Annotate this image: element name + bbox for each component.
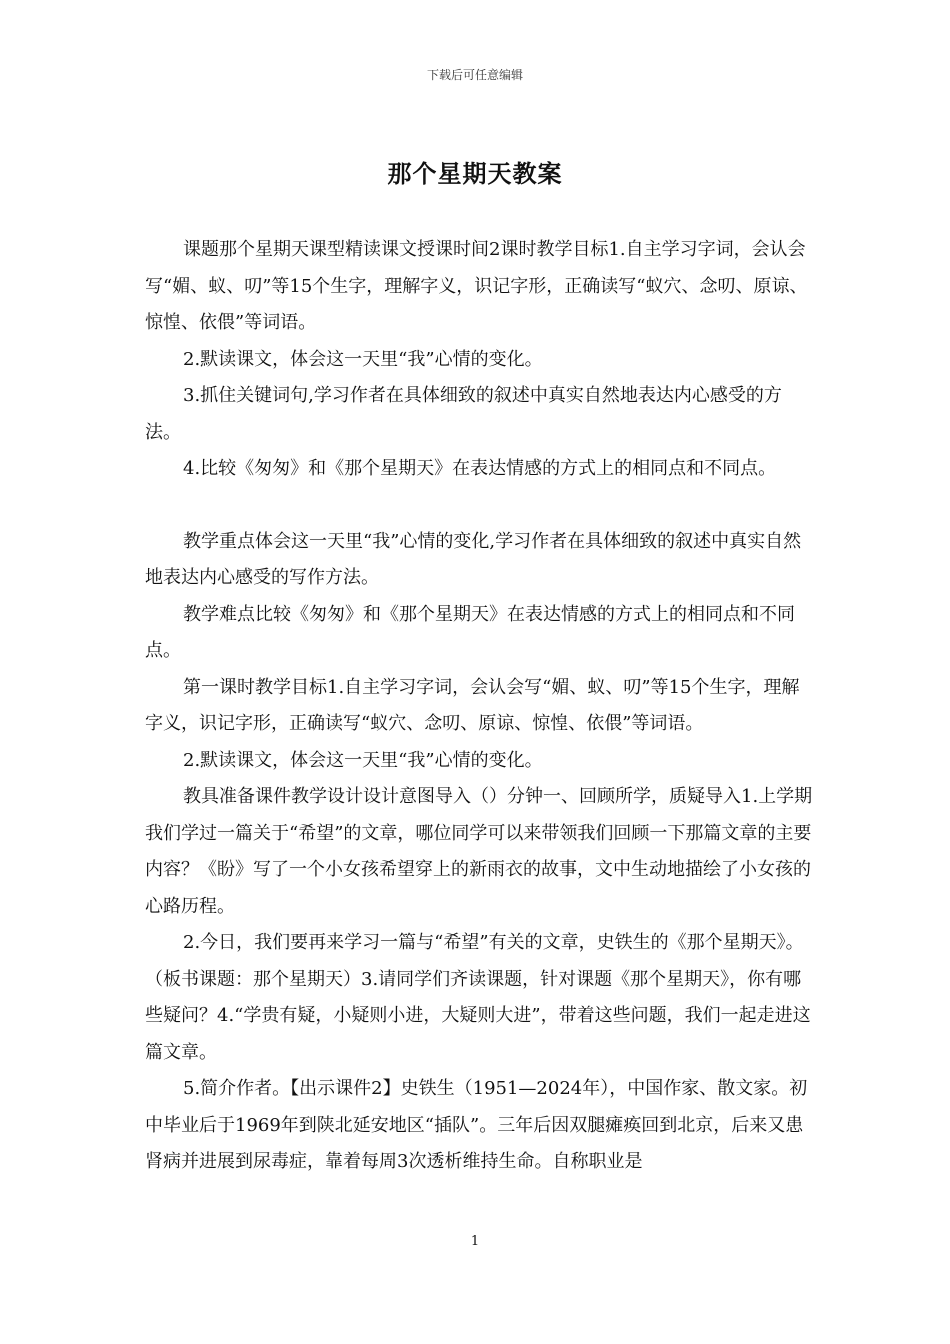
paragraph-author-intro: 5.简介作者。【出示课件2】史铁生（1951—2024年），中国作家、散文家。初中毕业后于1969年到陕北延安地区“插队”。三年后因双腿瘫痪回到北京，后来又患肾病并进展到尿毒症，靠着每周3次透析维持生命。自称职业是 xyxy=(145,1078,808,1172)
header-note: 下载后可任意编辑 xyxy=(426,68,523,82)
document-body xyxy=(145,232,813,1181)
paragraph-objective-3: 3.抓住关键词句,学习作者在具体细致的叙述中真实自然地表达内心感受的方法。 xyxy=(145,385,782,443)
paragraph-first-lesson: 第一课时教学目标1.自主学习字词，会认会写“媚、蚁、叨”等15个生字，理解字义，识记字形，正确读写“蚁穴、念叨、原谅、惊惶、依偎”等词语。 xyxy=(145,676,800,734)
paragraph-first-lesson-2: 2.默读课文，体会这一天里“我”心情的变化。 xyxy=(183,749,543,771)
paragraph-objectives: 课题那个星期天课型精读课文授课时间2课时教学目标1.自主学习字词，会认会写“媚、蚁、叨”等15个生字，理解字义，识记字形，正确读写“蚁穴、念叨、原谅、惊惶、依偎”等词语。 xyxy=(145,239,808,333)
paragraph-difficulties: 教学难点比较《匆匆》和《那个星期天》在表达情感的方式上的相同点和不同点。 xyxy=(145,603,795,661)
paragraph-objective-4: 4.比较《匆匆》和《那个星期天》在表达情感的方式上的相同点和不同点。 xyxy=(183,458,777,479)
paragraph-objective-2: 2.默读课文，体会这一天里“我”心情的变化。 xyxy=(183,348,543,370)
paragraph-key-points: 教学重点体会这一天里“我”心情的变化,学习作者在具体细致的叙述中真实自然地表达内心感受的写作方法。 xyxy=(145,530,802,588)
page-number: 1 xyxy=(470,1234,480,1249)
paragraph-gap xyxy=(145,488,813,524)
paragraph-introduction-2: 2.今日，我们要再来学习一篇与“希望”有关的文章，史铁生的《那个星期天》。（板书课题：那个星期天）3.请同学们齐读课题，针对课题《那个星期天》，你有哪些疑问？4.“学贵有疑，小疑则小进，大疑则大进”，带着这些问题，我们一起走进这篇文章。 xyxy=(145,932,811,1063)
document-title: 那个星期天教案 xyxy=(387,159,563,188)
paragraph-introduction: 教具准备课件教学设计设计意图导入（）分钟一、回顾所学，质疑导入1.上学期我们学过一篇关于“希望”的文章，哪位同学可以来带领我们回顾一下那篇文章的主要内容？《盼》写了一个小女孩希望穿上的新雨衣的故事，文中生动地描绘了小女孩的心路历程。 xyxy=(145,786,813,917)
